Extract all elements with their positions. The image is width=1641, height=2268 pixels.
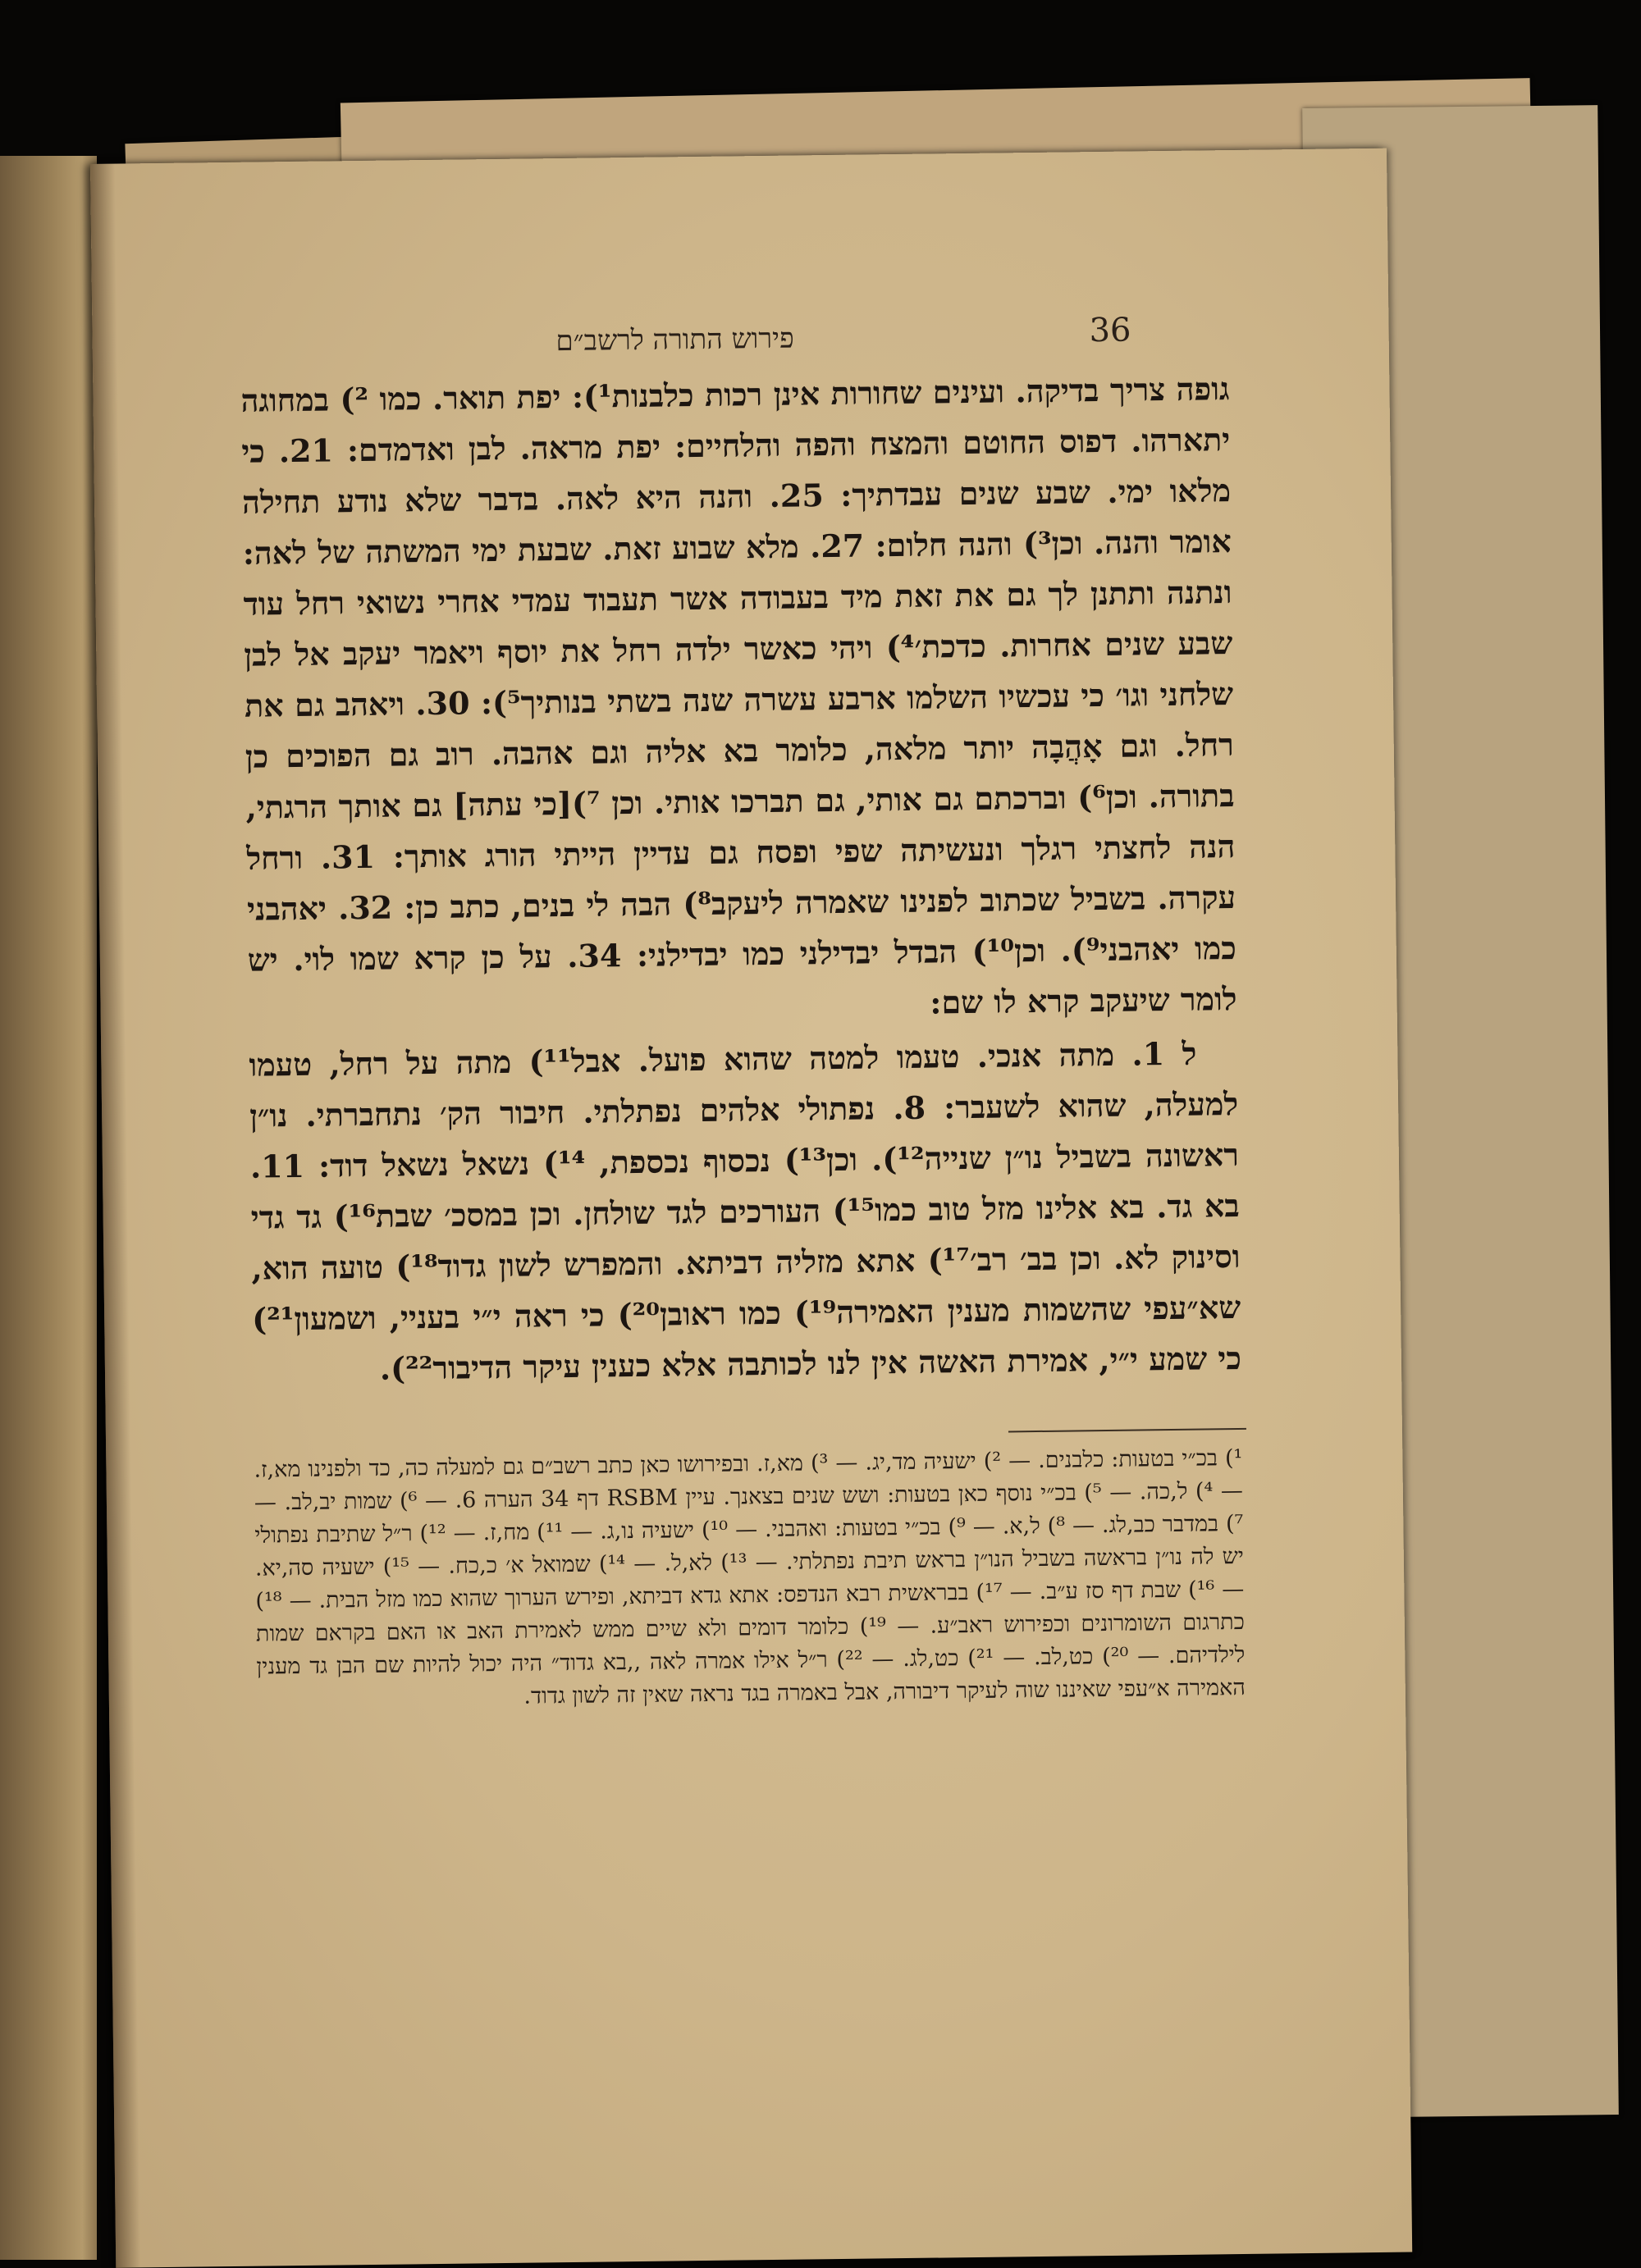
footnote-separator: [1008, 1428, 1246, 1433]
footnotes: ¹) בכ״י בטעות: כלבנים. — ²) ישעיה מד,יג. — ³) מא,ז. ובפירושו כאן כתב רשב״ם גם למעלה כה, כד ולפנינו מא,ז. — ⁴) ל,כה. — ⁵) בכ״י נוסף כאן בטעות: ושש שנים בצאנך. עיין RSBM דף 34 הערה 6. — ⁶) שמות יב,לב. — ⁷) במדבר כב,לג. — ⁸) ל,א. — ⁹) בכ״י בטעות: ואהבני. — ¹⁰) ישעיה נו,ג. — ¹¹) מח,ז. — ¹²) ר״ל שתיבת נפתולי יש לה נו״ן בראשה בשביל הנו״ן בראש תיבת נפתלתי. — ¹³) לא,ל. — ¹⁴) שמואל א׳ כ,כח. — ¹⁵) ישעיה סה,יא. — ¹⁶) שבת דף סז ע״ב. — ¹⁷) בבראשית רבא הנדפס: אתא גדא דביתא, ופירש הערוך שהוא כמו מזל הבית. — ¹⁸) כתרגום השומרונים וכפירוש ראב״ע. — ¹⁹) כלומר דומים ולא שיים ממש לאמירת האב או האם בקראם שמות לילדיהם. — ²⁰) כט,לב. — ²¹) כט,לג. — ²²) ר״ל אילו אמרה לאה ,,בא גדוד״ היה יכול להיות שם הבן גד מענין האמירה א״עפי שאיננו שוה לעיקר דיבורה, אבל באמרה בגד נראה שאין זה לשון גדוד.: [254, 1444, 1246, 1709]
paragraph-chapter-29: גופה צריך בדיקה. ועינים שחורות אינן רכות כלבנות¹): יפת תואר. כמו ²) במחוגה יתארהו. דפוס החוטם והמצח והפה והלחיים: יפת מראה. לבן ואדמדם: 21. כי מלאו ימי. שבע שנים עבדתיך: 25. והנה היא לאה. בדבר שלא נודע תחילה אומר והנה. וכן³) והנה חלום: 27. מלא שבוע זאת. שבעת ימי המשתה של לאה: ונתנה ותתנן לך גם את זאת מיד בעבודה אשר תעבוד עמדי אחרי נשואי רחל עוד שבע שנים אחרות. כדכת׳⁴) ויהי כאשר ילדה רחל את יוסף ויאמר יעקב אל לבן שלחני וגו׳ כי עכשיו השלמו ארבע עשרה שנה בשתי בנותיך⁵): 30. ויאהב גם את רחל. וגם אָהֲבָה יותר מלאה, כלומר בא אליה וגם אהבה. רוב גם הפוכים כן בתורה. וכן⁶) וברכתם גם אותי, גם תברכו אותי. וכן ⁷)[כי עתה] גם אותך הרגתי, הנה לחצתי רגלך ונעשיתה שפי ופסח גם עדיין הייתי הורג אותך: 31. ורחל עקרה. בשביל שכתוב לפנינו שאמרה ליעקב⁸) הבה לי בנים, כתב כן: 32. יאהבני כמו יאהבני⁹). וכן¹⁰) הבדל יבדילני כמו יבדילני: 34. על כן קרא שמו לוי. יש לומר שיעקב קרא לו שם:: [240, 370, 1237, 1021]
page-gutter-shadow: [90, 164, 140, 2268]
paragraph-chapter-30: ל 1. מתה אנכי. טעמו למטה שהוא פועל. אבל¹¹) מתה על רחל, טעמו למעלה, שהוא לשעבר: 8. נפתולי אלהים נפתלתי. חיבור הק׳ נתחברתי. נו״ן ראשונה בשביל נו״ן שנייה¹²). וכן¹³) נכסוף נכספת, ¹⁴) נשאל נשאל דוד: 11. בא גד. בא אלינו מזל טוב כמו¹⁵) העורכים לגד שולחן. וכן במסכ׳ שבת¹⁶) גד גדי וסינוק לא. וכן בב׳ רב׳¹⁷) אתא מזליה דביתא. והמפרש לשון גדוד¹⁸) טועה הוא, שא״עפי שהשמות מענין האמירה¹⁹) כמו ראובן²⁰) כי ראה י״י בעניי, ושמעון²¹) כי שמע י״י, אמירת האשה אין לנו לכותבה אלא כענין עיקר הדיבור²²).: [249, 1034, 1242, 1387]
book-page: [90, 148, 1412, 2268]
page-number: 36: [1089, 311, 1131, 350]
running-title: פירוש התורה לרשב״ם: [555, 322, 795, 358]
facing-page-edge: [0, 156, 97, 2260]
main-text: [240, 363, 1241, 1396]
